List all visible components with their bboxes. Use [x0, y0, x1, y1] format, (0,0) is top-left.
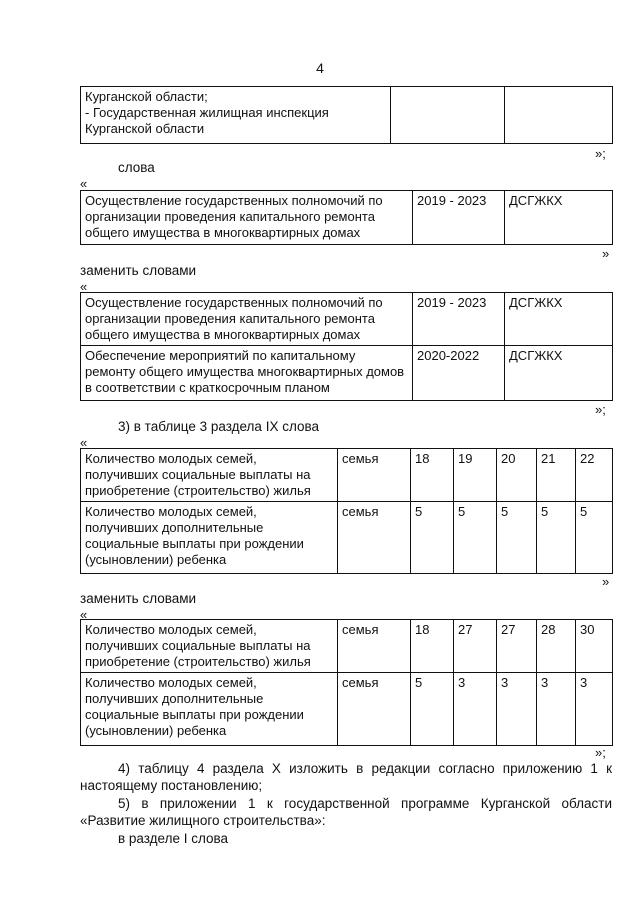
table-row	[81, 293, 613, 346]
table-cell: Курганской области; - Государственная жилищная инспекция Курганской области	[81, 87, 391, 144]
table-row	[81, 346, 613, 401]
table-row	[81, 191, 613, 245]
closing-quote: »	[602, 574, 610, 589]
table-d	[80, 619, 613, 746]
table-row	[81, 502, 613, 574]
table-cell: ДСГЖКХ	[505, 346, 613, 401]
table-cell: 27	[454, 620, 497, 673]
table-cell: Количество молодых семей, получивших социальные выплаты на приобретение (строительство) жилья	[81, 449, 338, 502]
table-cell: 21	[537, 449, 576, 502]
table-b	[80, 292, 613, 401]
table-cell: семья	[338, 673, 411, 746]
opening-quote: «	[80, 607, 88, 622]
table-cell: 20	[497, 449, 537, 502]
item-5-line-2: «Развитие жилищного строительства»:	[80, 813, 326, 828]
table-cell: 5	[497, 502, 537, 574]
table-cell: 19	[454, 449, 497, 502]
table-row	[81, 87, 613, 144]
table-cell	[391, 87, 505, 144]
closing-quote: »;	[595, 745, 606, 760]
table-cell: 3	[537, 673, 576, 746]
table-row	[81, 620, 613, 673]
table-cell: 5	[454, 502, 497, 574]
table-cell: семья	[338, 449, 411, 502]
table-cell: 22	[576, 449, 613, 502]
table-cell: Осуществление государственных полномочий по организации проведения капитального ремонта общего имущества в многоквартирных домах	[81, 191, 413, 245]
item-5-line-1: 5) в приложении 1 к государственной программе Курганской области	[118, 796, 612, 811]
table-cell: 18	[411, 449, 454, 502]
top-table	[80, 86, 613, 144]
table-cell: ДСГЖКХ	[505, 293, 613, 346]
table-cell: 2019 - 2023	[413, 191, 505, 245]
item-3-text: 3) в таблице 3 раздела IX слова	[118, 419, 320, 434]
table-cell: 5	[576, 502, 613, 574]
table-cell: семья	[338, 620, 411, 673]
table-cell: 3	[497, 673, 537, 746]
table-cell: 5	[411, 502, 454, 574]
item-4-line-2: настоящему постановлению;	[80, 778, 263, 793]
table-row	[81, 449, 613, 502]
table-cell: 2020-2022	[413, 346, 505, 401]
table-cell: 27	[497, 620, 537, 673]
table-cell	[505, 87, 613, 144]
words-label: слова	[118, 160, 155, 175]
table-row	[81, 673, 613, 746]
table-cell: 18	[411, 620, 454, 673]
opening-quote: «	[80, 279, 88, 294]
table-cell: 30	[576, 620, 613, 673]
opening-quote: «	[80, 176, 88, 191]
table-cell: Количество молодых семей, получивших дополнительные социальные выплаты при рождении (усыновлении) ребенка	[81, 502, 338, 574]
table-cell: 3	[454, 673, 497, 746]
replace-label: заменить словами	[80, 591, 197, 606]
table-cell: 3	[576, 673, 613, 746]
opening-quote: «	[80, 435, 88, 450]
table-cell: Осуществление государственных полномочий по организации проведения капитального ремонта общего имущества в многоквартирных домах	[81, 293, 413, 346]
table-cell: 5	[537, 502, 576, 574]
table-cell: семья	[338, 502, 411, 574]
table-c	[80, 448, 613, 574]
table-cell: Количество молодых семей, получивших социальные выплаты на приобретение (строительство) жилья	[81, 620, 338, 673]
closing-quote: »;	[595, 146, 606, 161]
table-cell: 5	[411, 673, 454, 746]
page-number: 4	[316, 60, 324, 76]
item-5-line-3: в разделе I слова	[118, 831, 229, 846]
table-cell: Обеспечение мероприятий по капитальному ремонту общего имущества многоквартирных домов в соответствии с краткосрочным планом	[81, 346, 413, 401]
table-a	[80, 190, 613, 245]
item-4-line-1: 4) таблицу 4 раздела X изложить в редакции согласно приложению 1 к	[118, 761, 612, 776]
replace-label: заменить словами	[80, 263, 197, 278]
closing-quote: »	[602, 246, 610, 261]
table-cell: ДСГЖКХ	[505, 191, 613, 245]
table-cell: 2019 - 2023	[413, 293, 505, 346]
closing-quote: »;	[595, 402, 606, 417]
table-cell: 28	[537, 620, 576, 673]
table-cell: Количество молодых семей, получивших дополнительные социальные выплаты при рождении (усыновлении) ребенка	[81, 673, 338, 746]
